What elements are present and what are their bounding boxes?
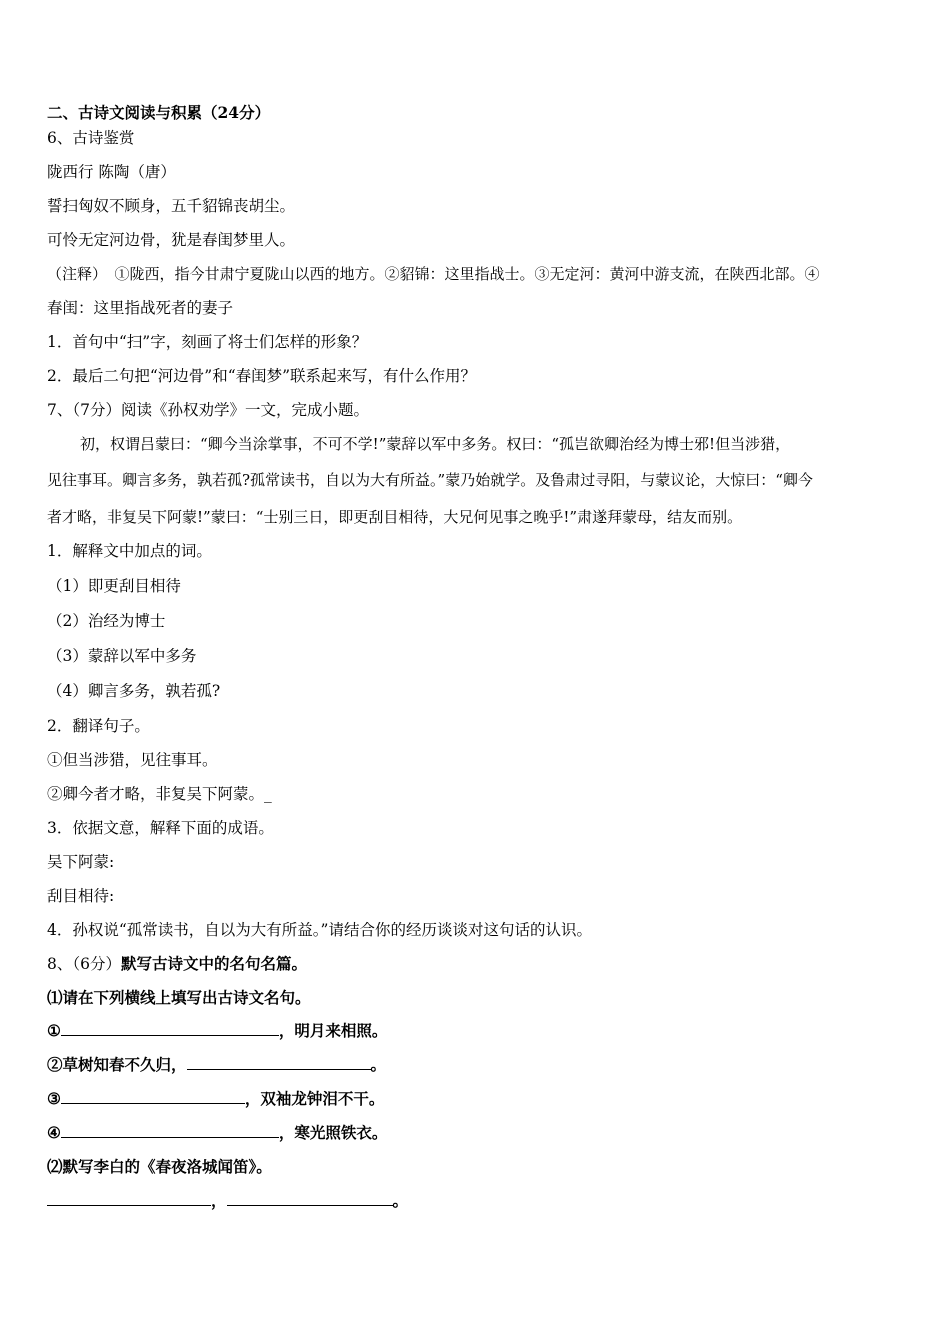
q7-question-3: 3．依据文意，解释下面的成语。: [47, 819, 274, 837]
section-heading: 二、古诗文阅读与积累（24分）: [47, 103, 271, 122]
q8-l1-suffix: ，明月来相照。: [278, 1021, 388, 1040]
q8-fill-line-1: [47, 1021, 387, 1041]
q7-question-2b: ②卿今者才略，非复吴下阿蒙。_: [47, 785, 272, 803]
q7-question-1: 1．解释文中加点的词。: [47, 542, 212, 560]
q6-title: 6、古诗鉴赏: [47, 129, 135, 147]
q6-poem-line-1: 誓扫匈奴不顾身，五千貂锦丧胡尘。: [47, 197, 296, 215]
q8-part-2: ⑵默写李白的《春夜洛城闻笛》。: [47, 1157, 272, 1176]
q8-l2-suffix: 。: [370, 1055, 387, 1074]
blank-line: [227, 1191, 393, 1206]
q8-l2-prefix: ②草树知春不久归，: [47, 1055, 187, 1074]
q7-question-2a: ①但当涉猎，见往事耳。: [47, 751, 218, 769]
q6-subquestion-1: 1．首句中“扫”字，刻画了将士们怎样的形象？: [47, 333, 368, 351]
q8-title-prefix: 8、（6分）: [47, 955, 121, 973]
q7-passage-line-2: 见往事耳。卿言多务，孰若孤?孤常读书，自以为大有所益。”蒙乃始就学。及鲁肃过寻阳，与蒙议论，大惊曰：“卿今: [47, 471, 813, 489]
blank-line: [61, 1021, 279, 1036]
q8-l5-middle: ，: [211, 1191, 227, 1210]
q7-title: 7、（7分）阅读《孙权劝学》一文，完成小题。: [47, 401, 369, 419]
q8-l4-suffix: ，寒光照铁衣。: [278, 1123, 388, 1142]
q8-l5-suffix: 。: [392, 1191, 409, 1210]
q7-question-3a: 吴下阿蒙:: [47, 853, 115, 871]
q8-l3-prefix: ③: [47, 1089, 61, 1108]
q7-question-1c: （3）蒙辞以军中多务: [47, 647, 197, 665]
q8-title-main: 默写古诗文中的名句名篇。: [120, 954, 307, 973]
q7-question-3b: 刮目相待:: [47, 887, 115, 905]
q6-note-line-1: （注释） ①陇西，指今甘肃宁夏陇山以西的地方。②貂锦：这里指战士。③无定河：黄河中游支流，在陕西北部。④: [47, 265, 820, 283]
q8-l1-prefix: ①: [47, 1021, 61, 1040]
q7-question-2: 2．翻译句子。: [47, 717, 150, 735]
q6-subquestion-2: 2．最后二句把“河边骨”和“春闺梦”联系起来写，有什么作用？: [47, 367, 477, 385]
q6-poem-title: 陇西行 陈陶（唐）: [47, 163, 176, 181]
q7-question-1d: （4）卿言多务，孰若孤?: [47, 682, 221, 700]
q7-question-4: 4．孙权说“孤常读书，自以为大有所益。”请结合你的经历谈谈对这句话的认识。: [47, 921, 592, 939]
q6-poem-line-2: 可怜无定河边骨，犹是春闺梦里人。: [47, 231, 296, 249]
q8-l3-suffix: ，双袖龙钟泪不干。: [244, 1089, 385, 1108]
q8-l4-prefix: ④: [47, 1123, 61, 1142]
blank-line: [187, 1055, 371, 1070]
q7-passage-line-3: 者才略，非复吴下阿蒙!”蒙曰：“士别三日，即更刮目相待，大兄何见事之晚乎!”肃遂拜蒙母，结友而别。: [47, 508, 743, 526]
blank-line: [61, 1123, 279, 1138]
q8-fill-line-3: [47, 1089, 384, 1109]
q7-question-1a: （1）即更刮目相待: [47, 577, 181, 595]
q7-passage-line-1: 初，权谓吕蒙曰：“卿今当涂掌事，不可不学!”蒙辞以军中多务。权曰：“孤岂欲卿治经为博士邪!但当涉猎，: [80, 435, 791, 453]
q8-fill-line-5: [47, 1191, 408, 1211]
blank-line: [47, 1191, 211, 1206]
q8-part-1: ⑴请在下列横线上填写出古诗文名句。: [47, 988, 311, 1007]
q7-question-1b: （2）治经为博士: [47, 612, 166, 630]
q6-note-line-2: 春闺：这里指战死者的妻子: [47, 299, 234, 317]
q8-title: [47, 954, 307, 974]
blank-line: [61, 1089, 245, 1104]
q8-fill-line-4: [47, 1123, 387, 1143]
q8-fill-line-2: [47, 1055, 386, 1075]
